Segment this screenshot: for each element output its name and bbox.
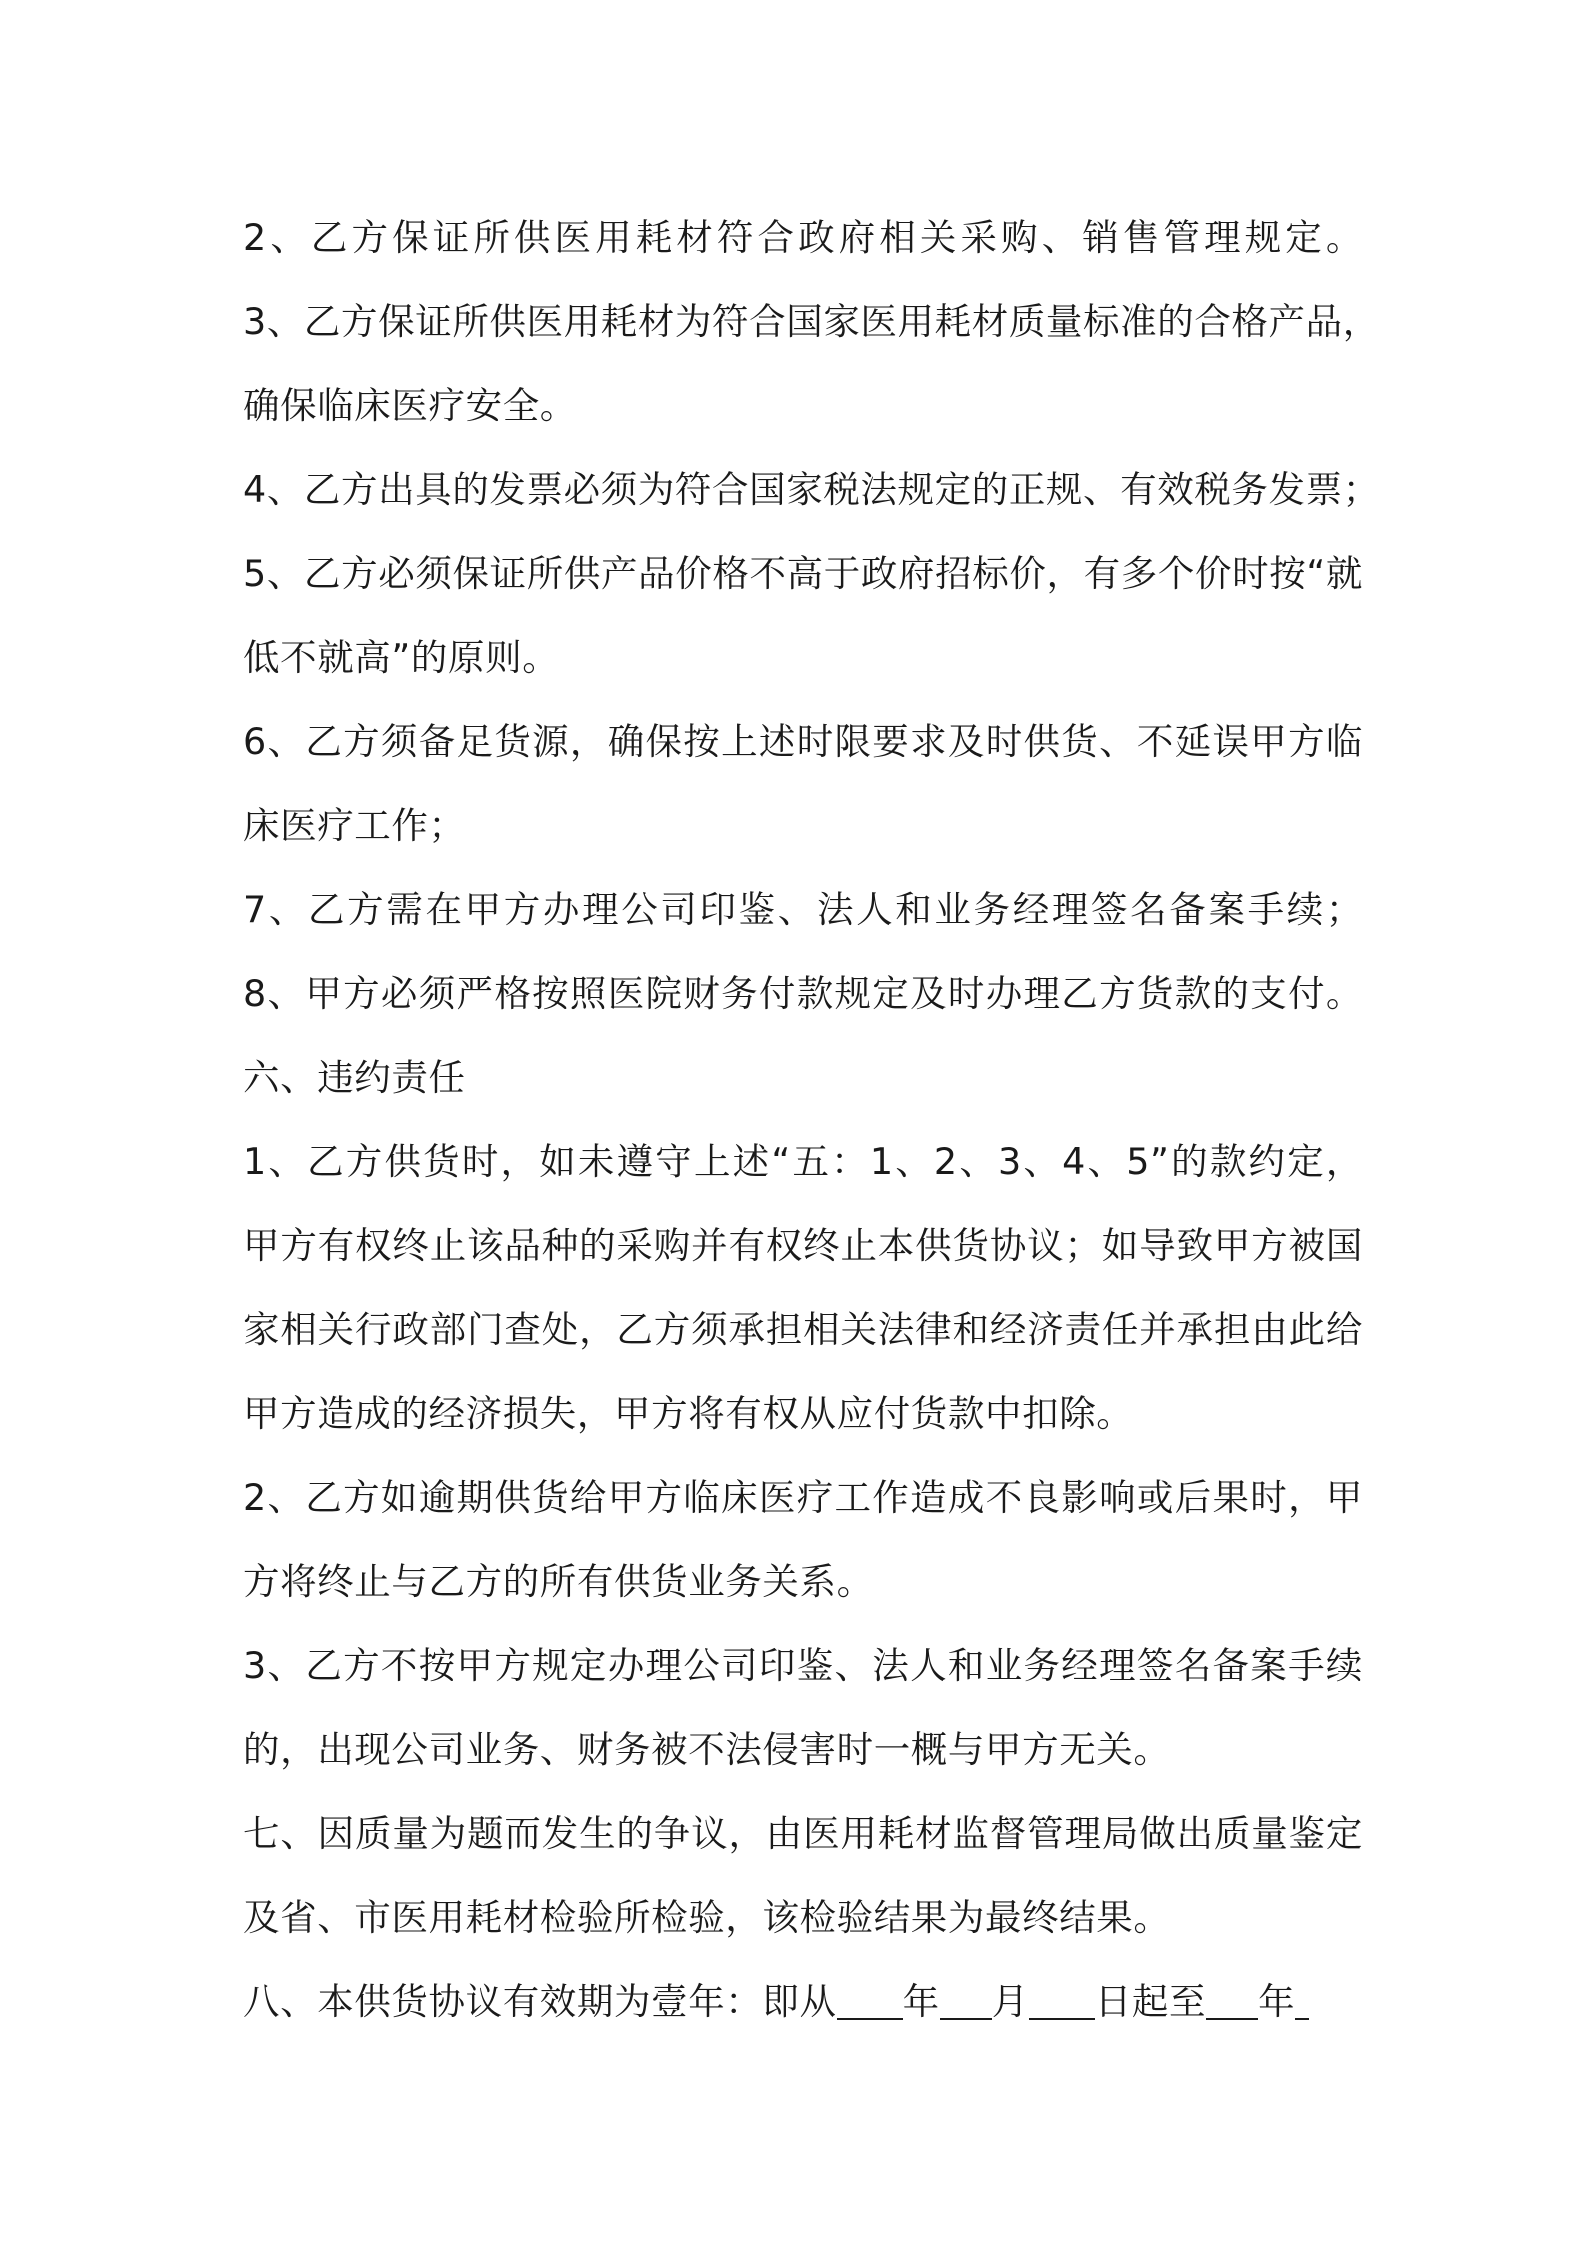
document-body [243, 196, 1380, 2044]
liability-1-line-4: 甲方造成的经济损失，甲方将有权从应付货款中扣除。 [243, 1392, 1134, 1435]
section-8-line [243, 1960, 1363, 2044]
year-label-2: 年 [1258, 1980, 1296, 2023]
liability-1-line-2: 甲方有权终止该品种的采购并有权终止本供货协议；如导致甲方被国 [243, 1224, 1363, 1267]
liability-2-line-2: 方将终止与乙方的所有供货业务关系。 [243, 1560, 874, 1603]
liability-2-line-1: 2、乙方如逾期供货给甲方临床医疗工作造成不良影响或后果时，甲 [243, 1476, 1363, 1519]
clause-5-line-2: 低不就高”的原则。 [243, 636, 560, 679]
end-year-blank [1206, 1982, 1258, 2020]
section-8-prefix: 八、本供货协议有效期为壹年：即从 [243, 1980, 837, 2023]
section-6-heading: 六、违约责任 [243, 1056, 466, 1099]
liability-1-line-1: 1、乙方供货时，如未遵守上述“五：1、2、3、4、5”的款约定， [243, 1140, 1363, 1183]
clause-6-line-1: 6、乙方须备足货源，确保按上述时限要求及时供货、不延误甲方临 [243, 720, 1363, 763]
end-continuation-blank [1295, 1982, 1309, 2020]
clause-4-line: 4、乙方出具的发票必须为符合国家税法规定的正规、有效税务发票； [243, 468, 1380, 511]
clause-8-line: 8、甲方必须严格按照医院财务付款规定及时办理乙方货款的支付。 [243, 972, 1363, 1015]
clause-6-line-2: 床医疗工作； [243, 804, 466, 847]
clause-2-line: 2、乙方保证所供医用耗材符合政府相关采购、销售管理规定。 [243, 216, 1363, 259]
clause-3-line-2: 确保临床医疗安全。 [243, 384, 577, 427]
start-day-blank [1029, 1982, 1095, 2020]
clause-5-line-1: 5、乙方必须保证所供产品价格不高于政府招标价，有多个价时按“就 [243, 552, 1363, 595]
clause-7-line: 7、乙方需在甲方办理公司印鉴、法人和业务经理签名备案手续； [243, 888, 1363, 931]
liability-3-line-2: 的，出现公司业务、财务被不法侵害时一概与甲方无关。 [243, 1728, 1171, 1771]
month-label: 月 [991, 1980, 1029, 2023]
section-7-line-2: 及省、市医用耗材检验所检验，该检验结果为最终结果。 [243, 1896, 1171, 1939]
start-month-blank [940, 1982, 992, 2020]
start-year-blank [837, 1982, 903, 2020]
day-from-label: 日起至 [1094, 1980, 1207, 2023]
liability-1-line-3: 家相关行政部门查处，乙方须承担相关法律和经济责任并承担由此给 [243, 1308, 1363, 1351]
liability-3-line-1: 3、乙方不按甲方规定办理公司印鉴、法人和业务经理签名备案手续 [243, 1644, 1363, 1687]
year-label-1: 年 [902, 1980, 940, 2023]
clause-3-line-1: 3、乙方保证所供医用耗材为符合国家医用耗材质量标准的合格产品， [243, 300, 1380, 343]
section-7-line-1: 七、因质量为题而发生的争议，由医用耗材监督管理局做出质量鉴定 [243, 1812, 1363, 1855]
